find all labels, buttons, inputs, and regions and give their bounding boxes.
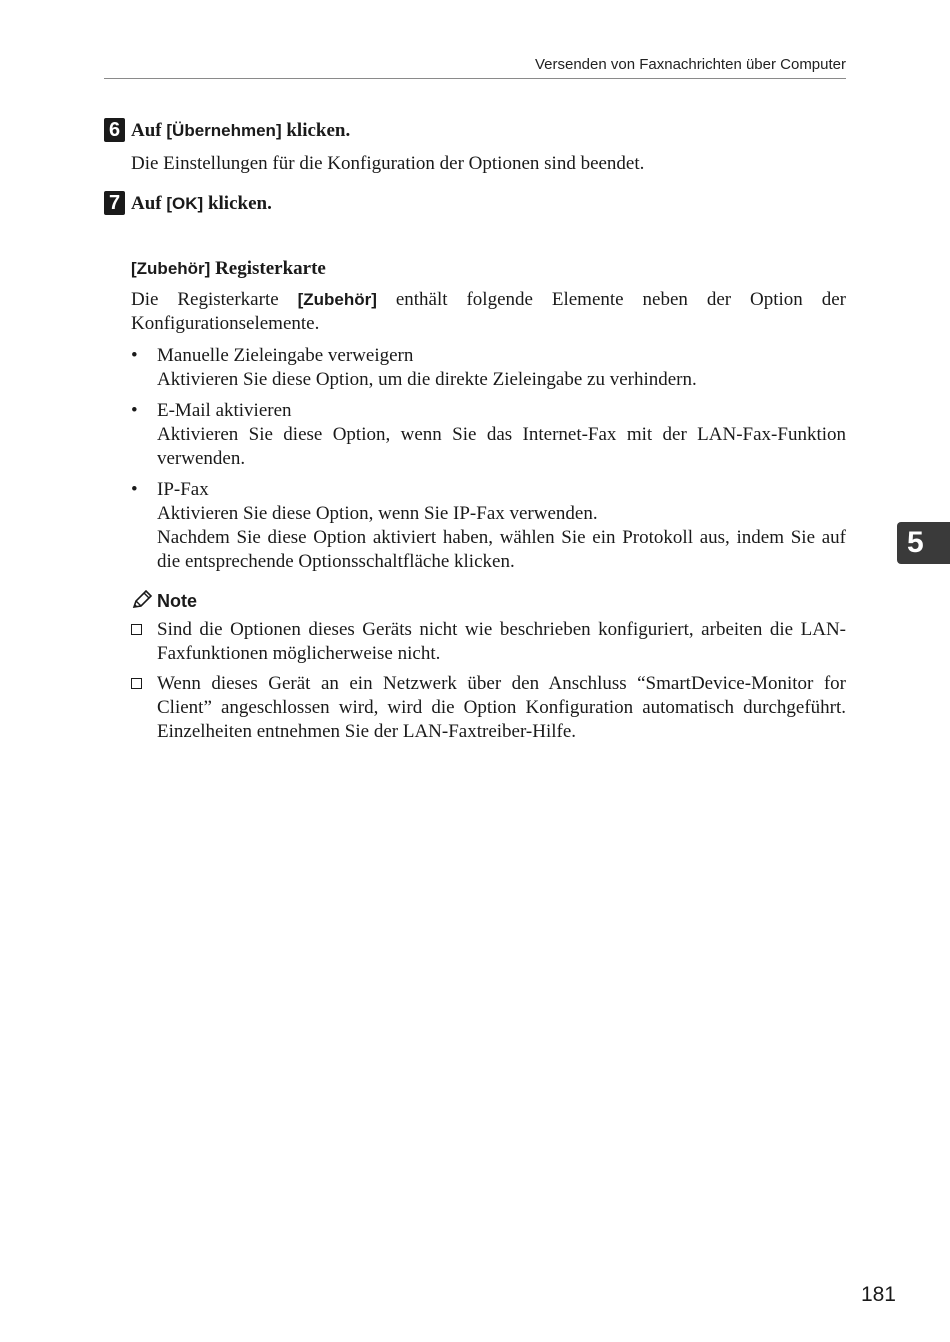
section-title — [131, 258, 326, 280]
section-intro — [131, 288, 846, 336]
section-title-ui: [Zubehör] — [131, 259, 211, 278]
step-6-description: Die Einstellungen für die Konfiguration der Optionen sind beendet. — [131, 153, 645, 174]
step-suffix: klicken. — [203, 193, 272, 214]
checkbox-bullet-icon — [131, 678, 142, 689]
ui-button-label: [Übernehmen] — [166, 121, 282, 140]
bullet-mark: • — [131, 345, 138, 366]
page-number: 181 — [860, 1283, 896, 1306]
page-header — [104, 56, 846, 79]
item-title: E-Mail aktivieren — [157, 400, 292, 421]
intro-text-before: Die Registerkarte — [131, 289, 298, 310]
note-heading — [131, 590, 197, 612]
section-title-text: Registerkarte — [210, 258, 326, 279]
step-prefix: Auf — [131, 193, 167, 214]
item-title: Manuelle Zieleingabe verweigern — [157, 345, 414, 366]
note-text: Wenn dieses Gerät an ein Netzwerk über den Anschluss “SmartDevice-Monitor for Client” angeschlossen wird, wird die Option Konfiguration automatisch durchgeführt. Einzelheiten entnehmen Sie der LAN-Faxtreiber-Hilfe. — [157, 673, 846, 742]
chapter-tab: 5 — [897, 522, 950, 564]
item-text: Aktivieren Sie diese Option, wenn Sie das Internet-Fax mit der LAN-Fax-Funktion verwenden. — [157, 424, 846, 469]
intro-ui-label: [Zubehör] — [297, 290, 377, 309]
step-number-badge: 7 — [104, 191, 125, 215]
item-text: Aktivieren Sie diese Option, wenn Sie IP-Fax verwenden. — [157, 503, 598, 524]
item-title: IP-Fax — [157, 479, 209, 500]
step-suffix: klicken. — [281, 120, 351, 141]
item-text: Aktivieren Sie diese Option, um die direkte Zieleingabe zu verhindern. — [157, 369, 697, 390]
checkbox-bullet-icon — [131, 624, 142, 635]
ui-button-label: [OK] — [166, 194, 204, 213]
bullet-mark: • — [131, 400, 138, 421]
note-heading-text: Note — [157, 591, 197, 611]
step-instruction — [131, 191, 272, 217]
step-number-badge: 6 — [104, 118, 125, 142]
running-title: Versenden von Faxnachrichten über Computer — [534, 56, 846, 73]
step-prefix: Auf — [131, 120, 167, 141]
pencil-icon — [131, 590, 153, 610]
bullet-mark: • — [131, 479, 138, 500]
note-text: Sind die Optionen dieses Geräts nicht wie beschrieben konfiguriert, arbeiten die LAN-Faxfunktionen möglicherweise nicht. — [157, 619, 846, 664]
step-instruction — [131, 118, 350, 144]
intro-text-after: enthält folgende Elemente neben der Option der Konfigurationselemente. — [131, 289, 846, 334]
item-text-2: Nachdem Sie diese Option aktiviert haben, wählen Sie ein Protokoll aus, indem Sie auf die entsprechende Optionsschaltfläche klicken. — [157, 527, 846, 572]
